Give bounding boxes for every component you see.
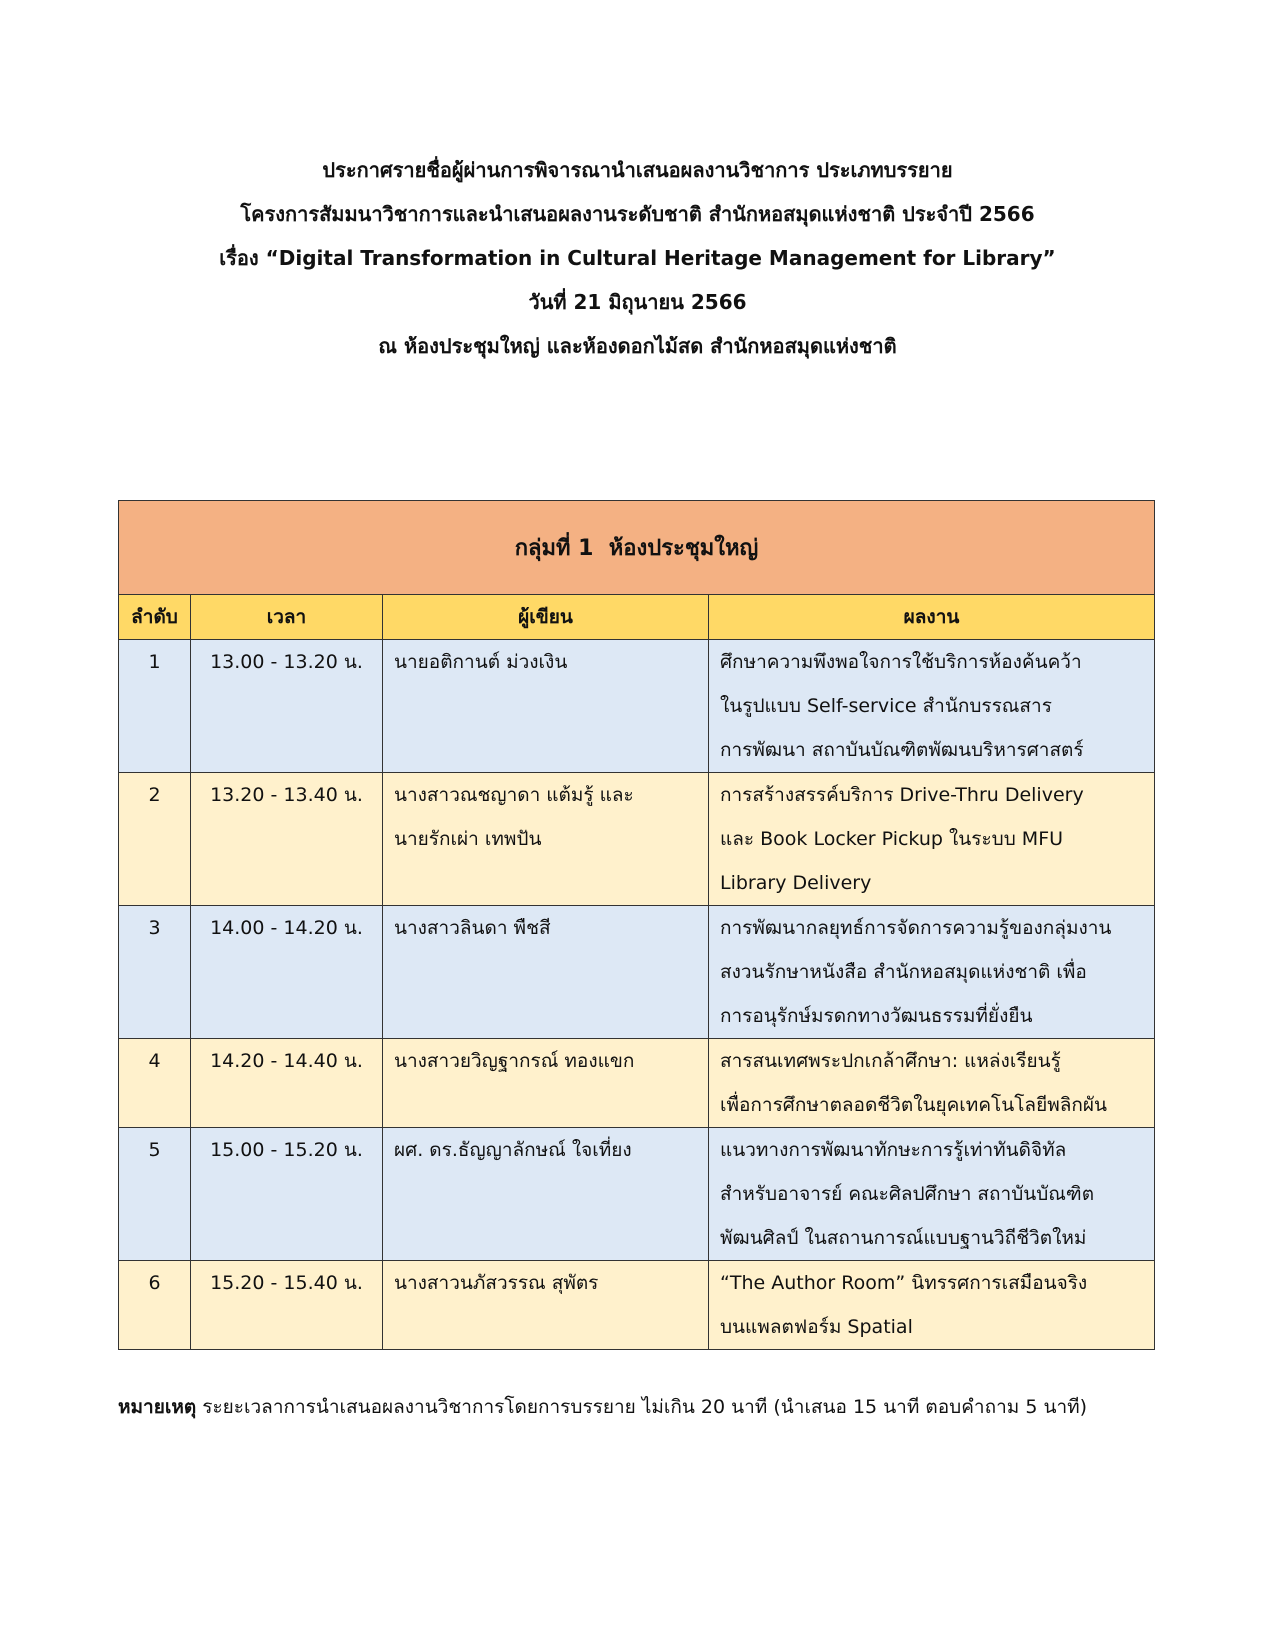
work-line: “The Author Room” นิทรรศการเสมือนจริง (720, 1272, 1088, 1294)
row-time: 14.20 - 14.40 น. (191, 1039, 383, 1128)
row-time: 14.00 - 14.20 น. (191, 906, 383, 1039)
author-line: นางสาวณชญาดา แต้มรู้ และ (394, 784, 634, 806)
column-header-work: ผลงาน (709, 595, 1155, 640)
group-title-row (119, 501, 1155, 595)
row-number: 1 (119, 640, 191, 773)
author-line: นางสาวลินดา พืชสี (394, 917, 551, 939)
row-work (709, 1128, 1155, 1261)
column-header-author: ผู้เขียน (383, 595, 709, 640)
row-author (383, 1039, 709, 1128)
footnote-text: ระยะเวลาการนำเสนอผลงานวิชาการโดยการบรรยาย ไม่เกิน 20 นาที (นำเสนอ 15 นาที ตอบคำถาม 5 นาที) (196, 1396, 1088, 1418)
row-work (709, 906, 1155, 1039)
header-line-1: ประกาศรายชื่อผู้ผ่านการพิจารณานำเสนอผลงานวิชาการ ประเภทบรรยาย (322, 158, 953, 182)
work-line: เพื่อการศึกษาตลอดชีวิตในยุคเทคโนโลยีพลิกผัน (720, 1094, 1108, 1116)
row-work (709, 1039, 1155, 1128)
row-author (383, 640, 709, 773)
author-line: นายอติกานต์ ม่วงเงิน (394, 651, 568, 673)
footnote (118, 1392, 1087, 1422)
table-row (119, 906, 1155, 1039)
column-header-row (119, 595, 1155, 640)
table-row (119, 640, 1155, 773)
row-time: 15.00 - 15.20 น. (191, 1128, 383, 1261)
author-line: ผศ. ดร.ธัญญาลักษณ์ ใจเที่ยง (394, 1139, 632, 1161)
author-line: นายรักเผ่า เทพปัน (394, 828, 542, 850)
row-number: 3 (119, 906, 191, 1039)
table-row (119, 1128, 1155, 1261)
work-line: สำหรับอาจารย์ คณะศิลปศึกษา สถาบันบัณฑิต (720, 1183, 1095, 1205)
work-line: การพัฒนากลยุทธ์การจัดการความรู้ของกลุ่มงาน (720, 917, 1112, 939)
work-line: พัฒนศิลป์ ในสถานการณ์แบบฐานวิถีชีวิตใหม่ (720, 1227, 1087, 1249)
column-header-no: ลำดับ (119, 595, 191, 640)
row-work (709, 1261, 1155, 1350)
row-time: 13.20 - 13.40 น. (191, 773, 383, 906)
work-line: การสร้างสรรค์บริการ Drive-Thru Delivery (720, 784, 1084, 806)
work-line: สงวนรักษาหนังสือ สำนักหอสมุดแห่งชาติ เพื่อ (720, 961, 1087, 983)
work-line: บนแพลตฟอร์ม Spatial (720, 1316, 913, 1338)
work-line: แนวทางการพัฒนาทักษะการรู้เท่าทันดิจิทัล (720, 1139, 1067, 1161)
row-number: 5 (119, 1128, 191, 1261)
work-line: Library Delivery (720, 872, 872, 894)
row-author (383, 906, 709, 1039)
column-header-time: เวลา (191, 595, 383, 640)
row-time: 15.20 - 15.40 น. (191, 1261, 383, 1350)
row-author (383, 773, 709, 906)
schedule-table (118, 500, 1155, 1350)
announcement-header (0, 148, 1275, 368)
row-number: 4 (119, 1039, 191, 1128)
work-line: การอนุรักษ์มรดกทางวัฒนธรรมที่ยั่งยืน (720, 1005, 1033, 1027)
row-author (383, 1261, 709, 1350)
table-row (119, 1039, 1155, 1128)
group-title: กลุ่มที่ 1 ห้องประชุมใหญ่ (119, 501, 1155, 595)
row-work (709, 640, 1155, 773)
work-line: การพัฒนา สถาบันบัณฑิตพัฒนบริหารศาสตร์ (720, 739, 1084, 761)
header-line-3: เรื่อง “Digital Transformation in Cultural Heritage Management for Library” (219, 246, 1056, 270)
header-line-4: วันที่ 21 มิถุนายน 2566 (528, 290, 747, 314)
row-time: 13.00 - 13.20 น. (191, 640, 383, 773)
row-number: 2 (119, 773, 191, 906)
row-work (709, 773, 1155, 906)
row-author (383, 1128, 709, 1261)
header-line-2: โครงการสัมมนาวิชาการและนำเสนอผลงานระดับชาติ สำนักหอสมุดแห่งชาติ ประจำปี 2566 (240, 202, 1035, 226)
table-row (119, 773, 1155, 906)
author-line: นางสาวยวิญฐากรณ์ ทองแขก (394, 1050, 635, 1072)
work-line: ศึกษาความพึงพอใจการใช้บริการห้องค้นคว้า (720, 651, 1082, 673)
work-line: และ Book Locker Pickup ในระบบ MFU (720, 828, 1064, 850)
work-line: สารสนเทศพระปกเกล้าศึกษา: แหล่งเรียนรู้ (720, 1050, 1061, 1072)
row-number: 6 (119, 1261, 191, 1350)
author-line: นางสาวนภัสวรรณ สุพัตร (394, 1272, 599, 1294)
footnote-label: หมายเหตุ (118, 1396, 197, 1418)
header-line-5: ณ ห้องประชุมใหญ่ และห้องดอกไม้สด สำนักหอสมุดแห่งชาติ (378, 334, 897, 358)
table-row (119, 1261, 1155, 1350)
work-line: ในรูปแบบ Self-service สำนักบรรณสาร (720, 695, 1052, 717)
